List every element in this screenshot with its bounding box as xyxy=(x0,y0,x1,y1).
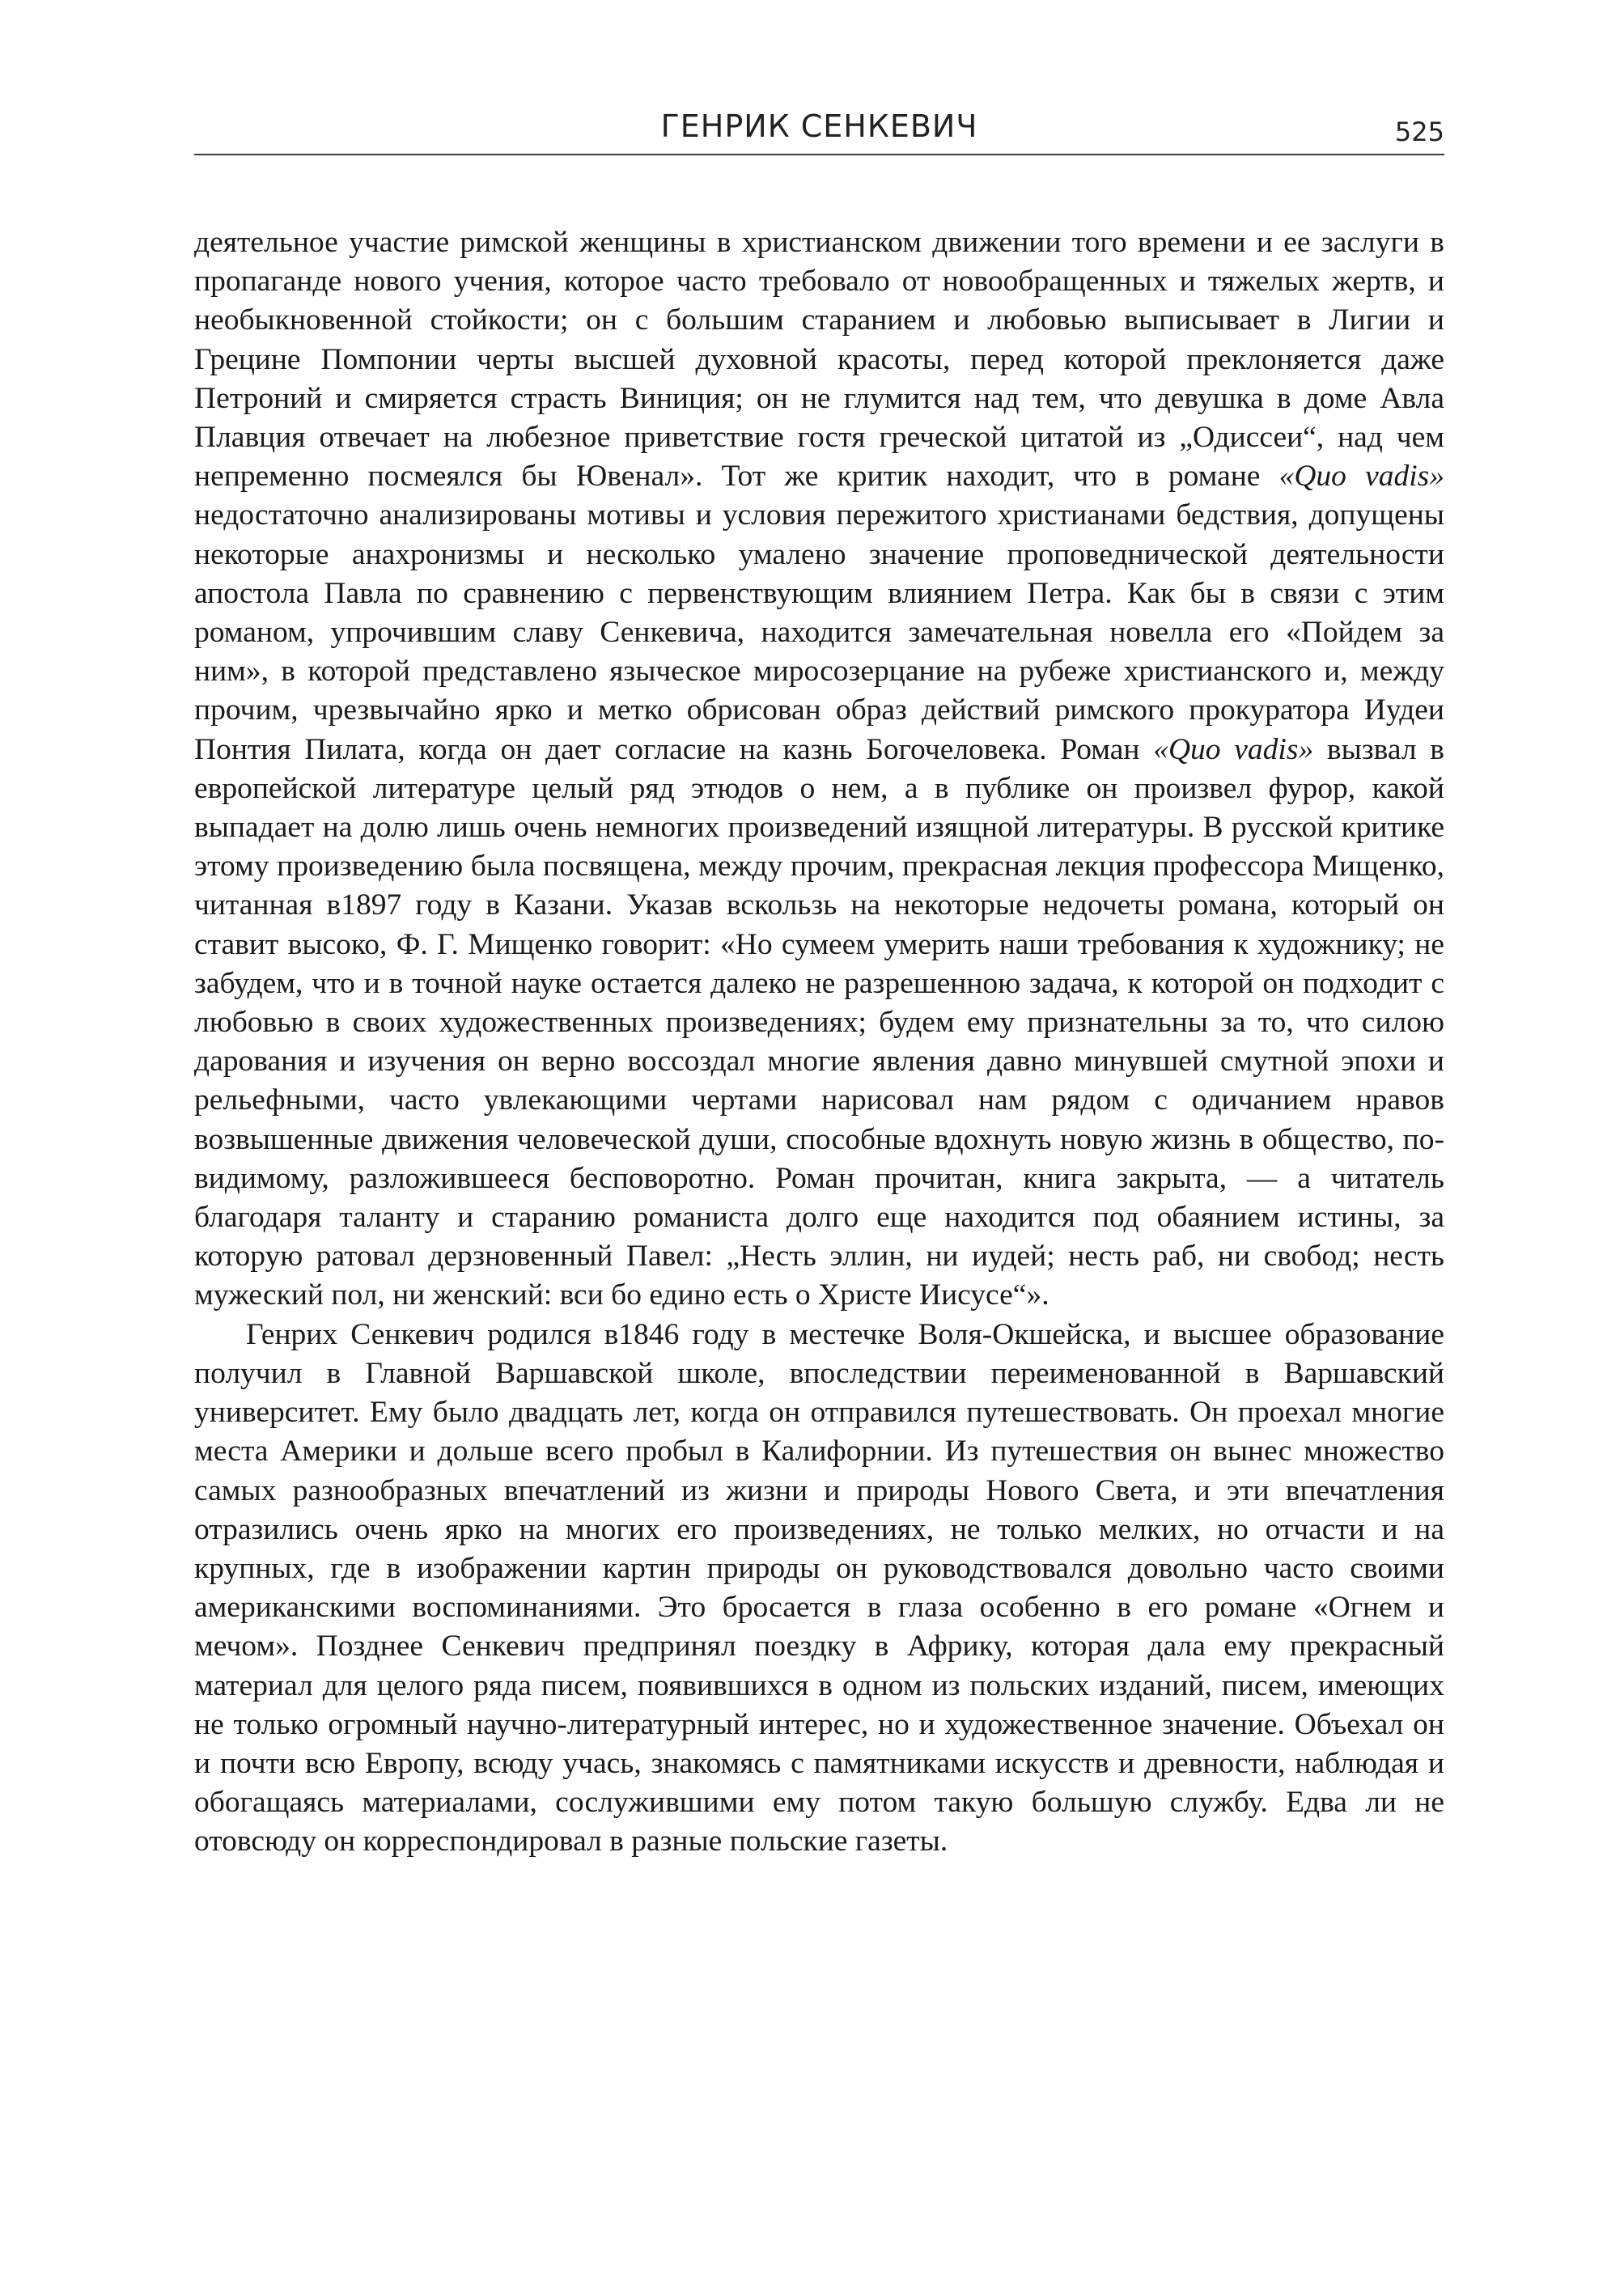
text-segment: недостаточно анализированы мотивы и условия пережитого христианами бедствия, допущены некоторые анахронизмы и несколько умалено значение проповеднической деятельности апостола Павла по сравнению с первенствующим влиянием Петра. Как бы в связи с этим романом, упрочившим славу Сенкевича, находится замечательная новелла его «Пойдем за ним», в которой представлено языческое миросозерцание на рубеже христианского и, между прочим, чрезвычайно ярко и метко обрисован образ действий римского прокуратора Иудеи Понтия Пилата, когда он дает согласие на казнь Богочеловека. Роман xyxy=(194,498,1444,766)
paragraph-1 xyxy=(194,223,1444,1316)
paragraph-2 xyxy=(194,1316,1444,1862)
book-title-quo-vadis: «Quo vadis» xyxy=(1153,732,1314,766)
text-segment: деятельное участие римской женщины в христианском движении того времени и ее заслуги в пропаганде нового учения, которое часто требовало от новообращенных и тяжелых жертв, и необыкновенной стойкости; он с большим старанием и любовью выписывает в Лигии и Грецине Помпонии черты высшей духовной красоты, перед которой преклоняется даже Петроний и смиряется страсть Виниция; он не глумится над тем, что девушка в доме Авла Плавция отвечает на любезное приветствие гостя греческой цитатой из „Одиссеи“, над чем непременно посмеялся бы Ювенал». Тот же критик находит, что в романе xyxy=(194,226,1444,494)
page-number: 525 xyxy=(1394,117,1444,147)
text-segment: Генрих Сенкевич родился в1846 году в местечке Воля-Окшейска, и высшее образование получил в Главной Варшавской школе, впоследствии переименованной в Варшавский университет. Ему было двадцать лет, когда он отправился путешествовать. Он проехал многие места Америки и дольше всего пробыл в Калифорнии. Из путешествия он вынес множество самых разнообразных впечатлений из жизни и природы Нового Света, и эти впечатления отразились очень ярко на многих его произведениях, не только мелких, но отчасти и на крупных, где в изображении картин природы он руководствовался довольно часто своими американскими воспоминаниями. Это бросается в глаза особенно в его романе «Огнем и мечом». Позднее Сенкевич предпринял поездку в Африку, которая дала ему прекрасный материал для целого ряда писем, появившихся в одном из польских изданий, писем, имеющих не только огромный научно-литературный интерес, но и художественное значение. Объехал он и почти всю Европу, всюду учась, знакомясь с памятниками искусств и древности, наблюдая и обогащаясь материалами, сослужившими ему потом такую большую службу. Едва ли не отовсюду он корреспондировал в разные польские газеты. xyxy=(194,1317,1444,1859)
body-text xyxy=(194,223,1444,1862)
text-segment: вызвал в европейской литературе целый ряд этюдов о нем, а в публике он произвел фурор, какой выпадает на долю лишь очень немногих произведений изящной литературы. В русской критике этому произведению была посвящена, между прочим, прекрасная лекция профессора Мищенко, читанная в1897 году в Казани. Указав вскользь на некоторые недочеты романа, который он ставит высоко, Ф. Г. Мищенко говорит: «Но сумеем умерить наши требования к художнику; не забудем, что и в точной науке остается далеко не разрешенною задача, к которой он подходит с любовью в своих художественных произведениях; будем ему признательны за то, что силою дарования и изучения он верно воссоздал многие явления давно минувшей смутной эпохи и рельефными, часто увлекающими чертами нарисовал нам рядом с одичанием нравов возвышенные движения человеческой души, способные вдохнуть новую жизнь в общество, по-видимому, разложившееся бесповоротно. Роман прочитан, книга закрыта, — а читатель благодаря таланту и старанию романиста долго еще находится под обаянием истины, за которую ратовал дерзновенный Павел: „Несть эллин, ни иудей; несть раб, ни свобод; несть мужеский пол, ни женский: вси бо едино есть о Христе Иисусе“». xyxy=(194,732,1444,1312)
book-title-quo-vadis: «Quo vadis» xyxy=(1278,460,1444,494)
running-head xyxy=(194,104,1444,155)
running-title: ГЕНРИК СЕНКЕВИЧ xyxy=(660,108,978,144)
